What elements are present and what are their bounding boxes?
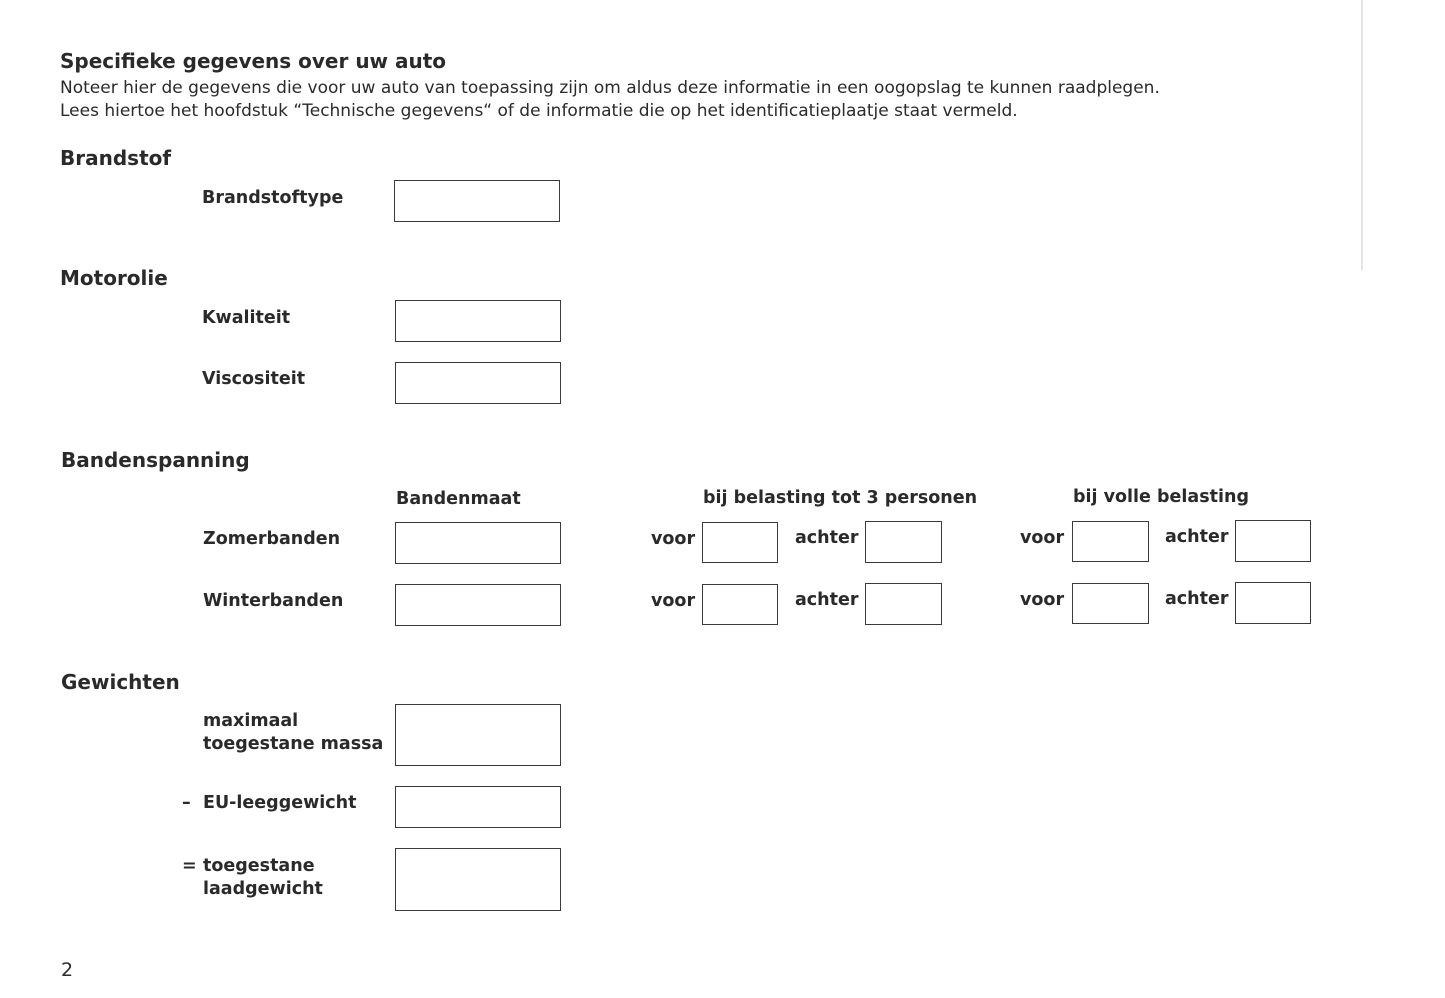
winter-full-rear-field[interactable] bbox=[1235, 582, 1311, 624]
winter-3p-front-label: voor bbox=[651, 591, 696, 611]
bandenmaat-column-header: Bandenmaat bbox=[396, 489, 521, 509]
zomer-full-rear-label: achter bbox=[1165, 527, 1229, 547]
zomer-full-front-field[interactable] bbox=[1072, 521, 1149, 562]
section-heading-bandenspanning: Bandenspanning bbox=[61, 448, 250, 472]
zomer-full-front-label: voor bbox=[1020, 528, 1065, 548]
section-heading-brandstof: Brandstof bbox=[60, 146, 172, 170]
zomer-full-rear-field[interactable] bbox=[1235, 520, 1311, 562]
winter-3p-rear-label: achter bbox=[795, 590, 859, 610]
viscositeit-field[interactable] bbox=[395, 362, 561, 404]
winter-full-front-field[interactable] bbox=[1072, 583, 1149, 624]
winter-3p-rear-field[interactable] bbox=[865, 583, 942, 625]
max-mass-label-line2: toegestane massa bbox=[203, 734, 384, 754]
payload-field[interactable] bbox=[395, 848, 561, 911]
brandstoftype-field[interactable] bbox=[394, 180, 560, 222]
zomer-3p-front-field[interactable] bbox=[702, 522, 778, 563]
payload-label-line1: toegestane bbox=[203, 856, 315, 876]
page-number: 2 bbox=[61, 959, 74, 981]
section-heading-motorolie: Motorolie bbox=[60, 266, 168, 290]
intro-line-1: Noteer hier de gegevens die voor uw auto van toepassing zijn om aldus deze informatie in een oogopslag te kunnen raadplegen. bbox=[60, 78, 1160, 98]
max-mass-label-line1: maximaal bbox=[203, 711, 299, 731]
page-edge-divider bbox=[1361, 0, 1363, 270]
brandstoftype-label: Brandstoftype bbox=[202, 188, 344, 208]
zomerbanden-size-field[interactable] bbox=[395, 522, 561, 564]
kwaliteit-field[interactable] bbox=[395, 300, 561, 342]
max-mass-field[interactable] bbox=[395, 704, 561, 766]
section-heading-gewichten: Gewichten bbox=[61, 670, 180, 694]
zomer-3p-rear-label: achter bbox=[795, 528, 859, 548]
zomerbanden-label: Zomerbanden bbox=[203, 529, 341, 549]
three-persons-column-header: bij belasting tot 3 personen bbox=[703, 488, 978, 508]
winterbanden-label: Winterbanden bbox=[203, 591, 344, 611]
empty-weight-label: EU-leeggewicht bbox=[203, 793, 357, 813]
page-title: Specifieke gegevens over uw auto bbox=[60, 49, 447, 73]
payload-label-line2: laadgewicht bbox=[203, 879, 323, 899]
viscositeit-label: Viscositeit bbox=[202, 369, 306, 389]
minus-sign: – bbox=[182, 793, 191, 813]
zomer-3p-front-label: voor bbox=[651, 529, 696, 549]
empty-weight-field[interactable] bbox=[395, 786, 561, 828]
zomer-3p-rear-field[interactable] bbox=[865, 521, 942, 563]
winter-full-front-label: voor bbox=[1020, 590, 1065, 610]
winter-full-rear-label: achter bbox=[1165, 589, 1229, 609]
full-load-column-header: bij volle belasting bbox=[1073, 487, 1249, 507]
intro-line-2: Lees hiertoe het hoofdstuk “Technische gegevens“ of de informatie die op het identificatieplaatje staat vermeld. bbox=[60, 101, 1018, 121]
kwaliteit-label: Kwaliteit bbox=[202, 308, 291, 328]
winterbanden-size-field[interactable] bbox=[395, 584, 561, 626]
winter-3p-front-field[interactable] bbox=[702, 584, 778, 625]
equals-sign: = bbox=[182, 856, 197, 876]
